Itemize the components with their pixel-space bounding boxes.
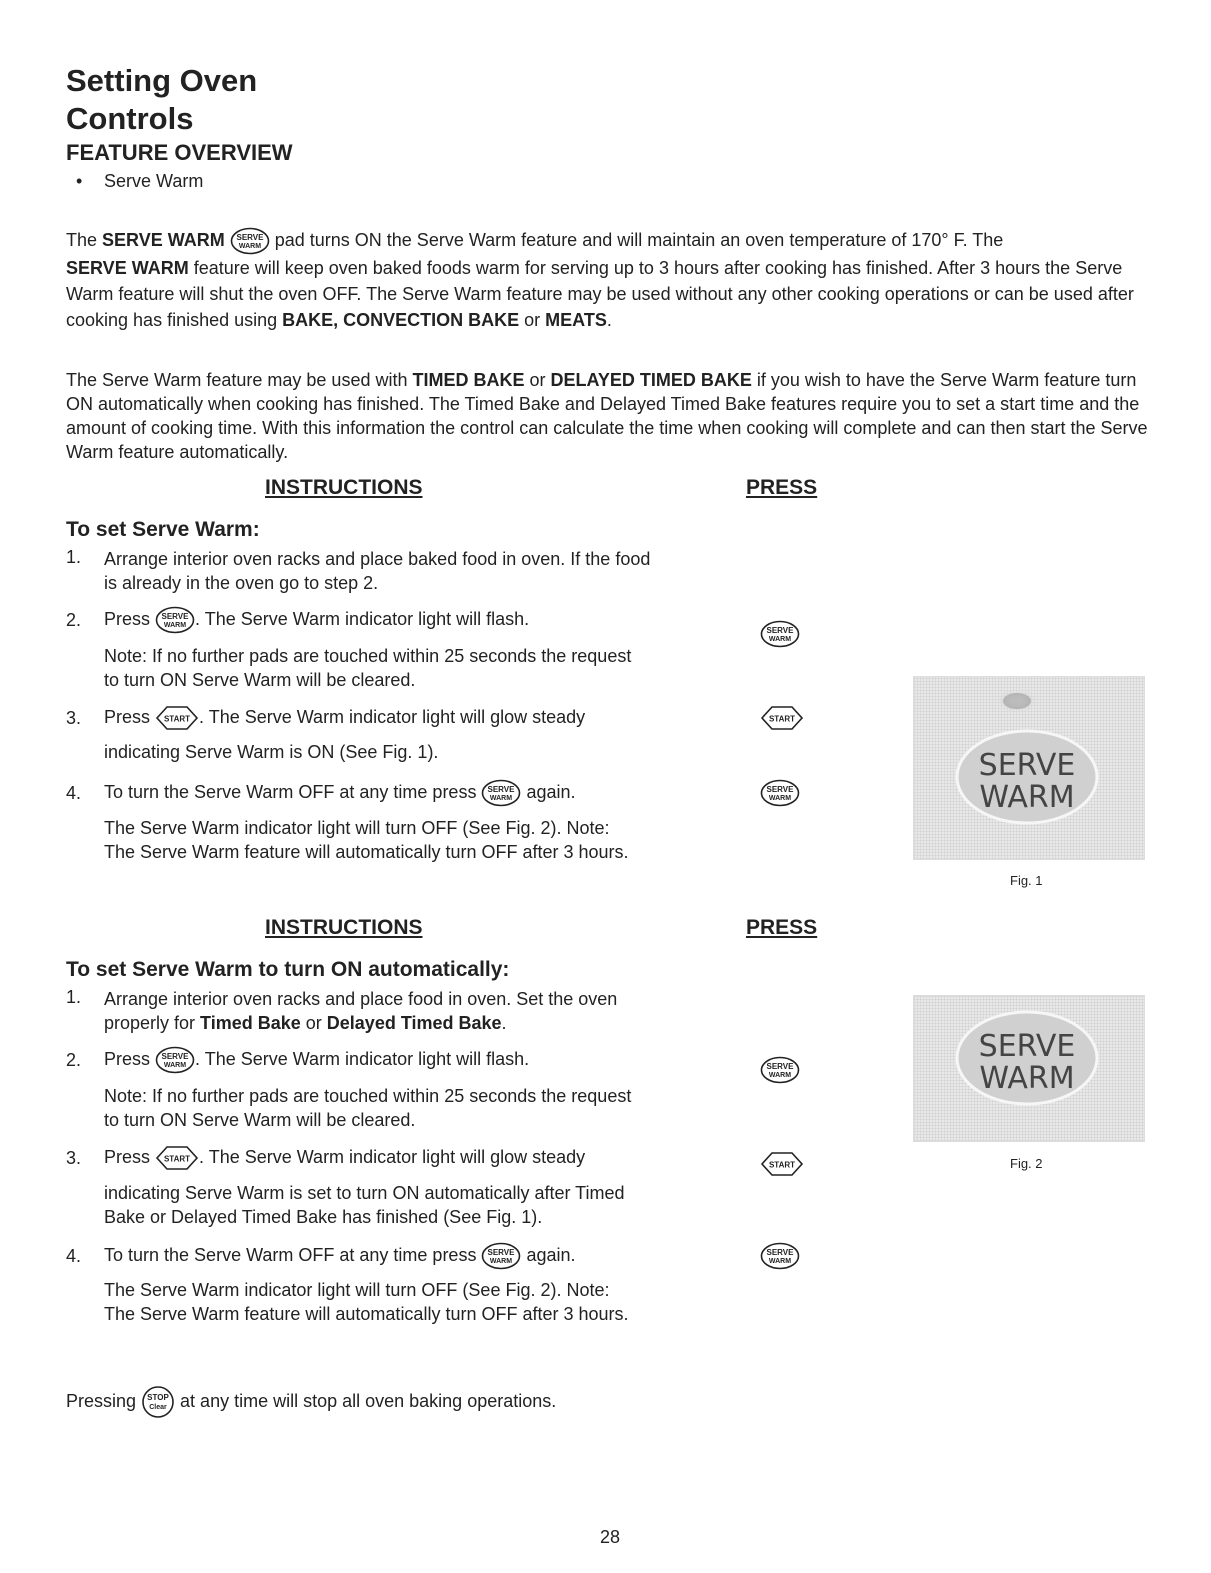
text-bold: Delayed Timed Bake — [326, 1013, 502, 1033]
serve-pad-glyph — [481, 779, 521, 807]
step-text — [104, 606, 684, 634]
serve-warm-pad-icon[interactable] — [760, 1056, 800, 1084]
text-run: Press — [104, 1048, 156, 1069]
step-number: 1. — [66, 547, 82, 567]
svg-text:START: START — [163, 714, 191, 724]
text-run: at any time will stop all oven baking operations. — [175, 1390, 557, 1411]
start-pad-icon — [155, 1144, 199, 1172]
svg-text:SERVE: SERVE — [161, 1052, 189, 1061]
fig2-label-line1: SERVE — [978, 1029, 1076, 1064]
step-number: 2. — [66, 1050, 82, 1070]
step-text — [104, 987, 664, 1035]
intro-paragraph-2 — [66, 368, 1156, 464]
text-bold: DELAYED TIMED BAKE — [550, 370, 752, 390]
step-text — [104, 1046, 684, 1074]
text-run: Pressing — [66, 1390, 142, 1411]
svg-text:STOP: STOP — [147, 1393, 169, 1402]
figure-1-serve-warm-lit — [913, 676, 1145, 860]
svg-text:START: START — [163, 1154, 191, 1164]
text-bold: BAKE, CONVECTION BAKE — [282, 310, 520, 331]
serve-warm-pad-icon[interactable] — [760, 779, 800, 807]
serve-warm-pad-icon — [481, 779, 521, 807]
svg-text:START: START — [768, 1160, 796, 1170]
step-note: The Serve Warm indicator light will turn OFF (See Fig. 2). Note: The Serve Warm feature will automatically turn OFF after 3 hours. — [104, 1280, 629, 1324]
step-number: 4. — [66, 783, 82, 803]
text-run: or — [524, 370, 551, 390]
step-note: The Serve Warm indicator light will turn OFF (See Fig. 2). Note: The Serve Warm feature will automatically turn OFF after 3 hours. — [104, 818, 629, 862]
text-run: . The Serve Warm indicator light will flash. — [195, 1048, 530, 1069]
svg-text:SERVE: SERVE — [487, 785, 515, 794]
text-run: Press — [104, 706, 156, 727]
svg-text:WARM: WARM — [490, 1258, 513, 1265]
text-run: Press — [104, 608, 156, 629]
serve-pad-glyph — [155, 1046, 195, 1074]
text-run: feature will keep oven baked foods warm for serving up to 3 hours after cooking has finished. After 3 hours the Serve Warm feature will shut the oven OFF. The Serve Warm feature may be used without any other cooking operations or can be used after cooking has finished using — [66, 258, 1134, 331]
step-number: 2. — [66, 610, 82, 630]
step-note: Note: If no further pads are touched within 25 seconds the request to turn ON Serve Warm will be cleared. — [104, 1086, 632, 1130]
instructions-header: INSTRUCTIONS — [265, 476, 423, 499]
section2-heading: To set Serve Warm to turn ON automatically: — [66, 958, 510, 981]
press-header: PRESS — [746, 916, 818, 939]
fig1-label-line1: SERVE — [978, 748, 1076, 783]
stop-clear-note — [66, 1386, 556, 1418]
page-number: 28 — [600, 1527, 621, 1547]
svg-text:SERVE: SERVE — [766, 1248, 794, 1257]
stop-pad-glyph — [141, 1386, 175, 1418]
fig2-label-line2: WARM — [979, 1061, 1075, 1096]
figure-2-caption: Fig. 2 — [1010, 1156, 1043, 1171]
bullet-item — [76, 171, 203, 192]
section1-heading: To set Serve Warm: — [66, 518, 260, 541]
figure-1-caption: Fig. 1 — [1010, 873, 1043, 888]
bullet-dot-icon: • — [76, 171, 83, 191]
serve-warm-pad-icon — [155, 606, 195, 634]
start-pad-glyph — [155, 1144, 199, 1172]
step-number: 3. — [66, 1148, 82, 1168]
serve-warm-display-icon — [914, 996, 1144, 1141]
serve-pad-glyph — [760, 1242, 800, 1270]
serve-pad-glyph — [760, 779, 800, 807]
text-run: The Serve Warm feature may be used with — [66, 370, 413, 390]
text-run: again. — [521, 1244, 576, 1265]
serve-pad-glyph — [481, 1242, 521, 1270]
press-header: PRESS — [746, 476, 818, 499]
svg-text:SERVE: SERVE — [161, 612, 189, 621]
serve-pad-glyph — [155, 606, 195, 634]
serve-warm-pad-icon[interactable] — [760, 620, 800, 648]
text-bold: SERVE WARM — [66, 258, 189, 279]
text-run: . The Serve Warm indicator light will glow steady — [199, 706, 586, 727]
start-pad-icon — [155, 704, 199, 732]
serve-pad-glyph — [760, 1056, 800, 1084]
svg-text:SERVE: SERVE — [766, 785, 794, 794]
text-run: or — [519, 310, 546, 331]
text-run: To turn the Serve Warm OFF at any time press — [104, 781, 482, 802]
text-run: Press — [104, 1146, 156, 1167]
svg-text:START: START — [768, 714, 796, 724]
fig1-label-line2: WARM — [979, 780, 1075, 815]
svg-text:WARM: WARM — [768, 1258, 792, 1265]
svg-text:Clear: Clear — [149, 1404, 167, 1411]
svg-text:WARM: WARM — [163, 622, 187, 629]
text-run: pad turns ON the Serve Warm feature and will maintain an oven temperature of 170° F. The — [269, 230, 1004, 250]
svg-text:SERVE: SERVE — [487, 1248, 515, 1257]
svg-text:WARM: WARM — [490, 795, 513, 802]
stop-clear-pad-icon — [141, 1386, 175, 1418]
svg-text:WARM: WARM — [238, 243, 261, 251]
step-number: 1. — [66, 987, 82, 1007]
text-bold: MEATS — [545, 310, 607, 331]
step-text: indicating Serve Warm is ON (See Fig. 1). — [104, 742, 439, 762]
step-text — [104, 1144, 684, 1172]
text-bold: Timed Bake — [200, 1013, 301, 1033]
serve-pad-glyph — [760, 620, 800, 648]
text-run: if you wish to have the Serve Warm feature turn ON automatically when cooking has finished. The Timed Bake and Delayed Timed Bake features require you to set a start time and the amount of cooking time. With this information the control can calculate the time when cooking will complete and can then start the Serve Warm feature automatically. — [66, 370, 1148, 462]
figure-2-serve-warm-off — [913, 995, 1145, 1142]
section-subtitle: FEATURE OVERVIEW — [66, 140, 293, 165]
svg-text:WARM: WARM — [768, 1072, 792, 1079]
text-run: . The Serve Warm indicator light will flash. — [195, 608, 530, 629]
instructions-header: INSTRUCTIONS — [265, 916, 423, 939]
svg-text:SERVE: SERVE — [766, 1062, 794, 1071]
start-pad-glyph — [760, 1150, 804, 1178]
step-text — [104, 704, 684, 732]
text-run: again. — [521, 781, 576, 802]
text-run: or — [300, 1013, 327, 1033]
step-note: Note: If no further pads are touched within 25 seconds the request to turn ON Serve Warm will be cleared. — [104, 646, 632, 690]
serve-warm-pad-icon — [481, 1242, 521, 1270]
serve-pad-glyph — [230, 227, 270, 255]
text-run: Arrange interior oven racks and place food in oven. Set the oven properly for — [104, 989, 618, 1033]
text-bold: SERVE WARM — [102, 230, 225, 250]
step-text: indicating Serve Warm is set to turn ON automatically after Timed Bake or Delayed Timed Bake has finished (See Fig. 1). — [104, 1183, 625, 1227]
serve-warm-display-icon — [914, 677, 1144, 859]
svg-text:WARM: WARM — [768, 795, 792, 802]
text-run: . — [501, 1013, 507, 1033]
start-pad-icon[interactable] — [760, 704, 804, 732]
svg-text:WARM: WARM — [163, 1062, 187, 1069]
text-run: . The Serve Warm indicator light will glow steady — [199, 1146, 586, 1167]
svg-text:SERVE: SERVE — [236, 233, 264, 243]
step-text — [104, 779, 684, 807]
step-text: Arrange interior oven racks and place baked food in oven. If the food is already in the oven go to step 2. — [104, 549, 651, 593]
intro-paragraph-1 — [66, 227, 1156, 333]
serve-warm-pad-icon — [230, 227, 270, 255]
step-text — [104, 1242, 684, 1270]
bullet-label: Serve Warm — [104, 171, 204, 191]
start-pad-icon[interactable] — [760, 1150, 804, 1178]
svg-text:WARM: WARM — [768, 636, 792, 643]
serve-warm-pad-icon[interactable] — [760, 1242, 800, 1270]
serve-warm-pad-icon — [155, 1046, 195, 1074]
start-pad-glyph — [760, 704, 804, 732]
text-run: To turn the Serve Warm OFF at any time press — [104, 1244, 482, 1265]
text-run: . — [606, 310, 612, 331]
start-pad-glyph — [155, 704, 199, 732]
text-bold: TIMED BAKE — [412, 370, 525, 390]
step-number: 3. — [66, 708, 82, 728]
svg-text:SERVE: SERVE — [766, 626, 794, 635]
text-run: The — [66, 230, 103, 250]
page-title-line1: Setting Oven — [66, 63, 258, 98]
page-title-line2: Controls — [66, 101, 194, 136]
step-number: 4. — [66, 1246, 82, 1266]
